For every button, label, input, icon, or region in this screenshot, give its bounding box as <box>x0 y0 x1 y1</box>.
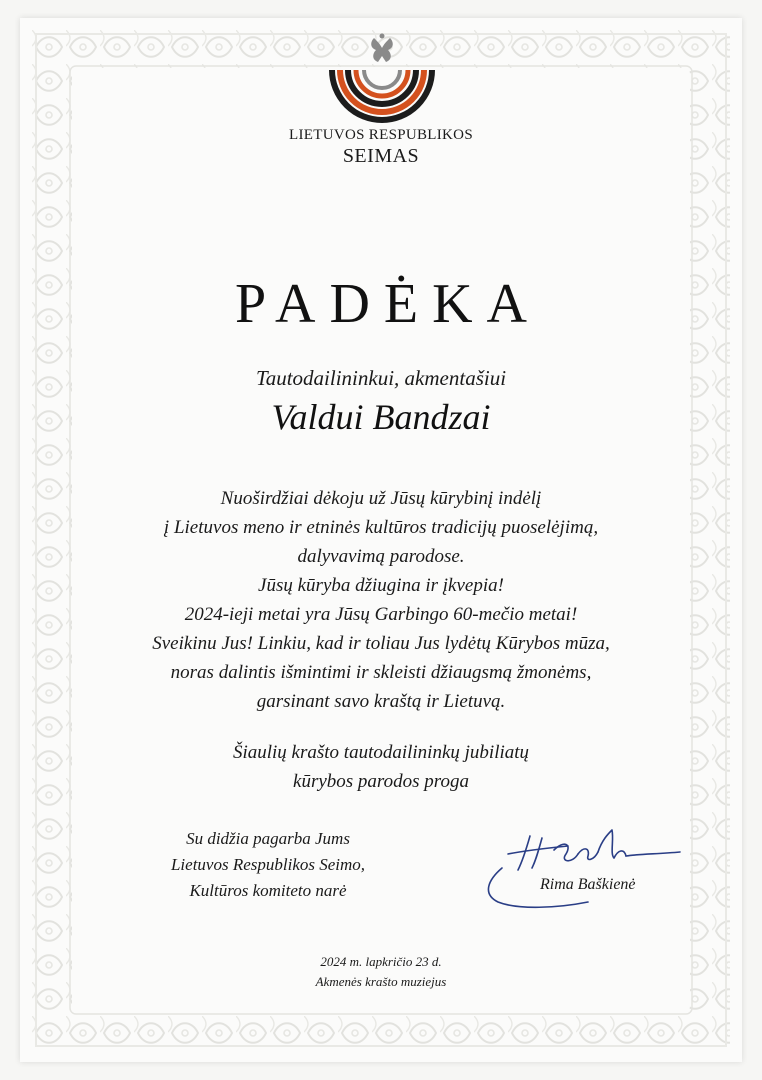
document-title: PADĖKA <box>235 273 541 335</box>
body-line: garsinant savo kraštą ir Lietuvą. <box>256 691 506 712</box>
body-text <box>80 484 682 716</box>
signer-name: Rima Baškienė <box>540 876 636 893</box>
date-place-block <box>0 952 762 992</box>
document-date: 2024 m. lapkričio 23 d. <box>320 954 442 969</box>
occasion-line: Šiaulių krašto tautodailininkų jubiliatų <box>232 742 530 763</box>
occasion-line: kūrybos parodos proga <box>293 771 469 792</box>
body-line: į Lietuvos meno ir etninės kultūros tradicijų puoselėjimą, <box>163 517 599 538</box>
org-name-line2: SEIMAS <box>342 145 420 167</box>
signer-line: Lietuvos Respublikos Seimo, <box>170 855 366 874</box>
org-name-line1: LIETUVOS RESPUBLIKOS <box>289 127 473 143</box>
body-line: Nuoširdžiai dėkoju už Jūsų kūrybinį indėlį <box>220 488 542 509</box>
document-place: Akmenės krašto muziejus <box>315 974 447 989</box>
signer-title-block <box>138 826 398 904</box>
body-line: 2024-ieji metai yra Jūsų Garbingo 60-mečio metai! <box>184 604 578 625</box>
body-line: dalyvavimą parodose. <box>297 546 465 567</box>
signer-line: Kultūros komiteto narė <box>189 881 347 900</box>
body-line: Sveikinu Jus! Linkiu, kad ir toliau Jus lydėtų Kūrybos mūza, <box>152 633 610 654</box>
body-line: Jūsų kūryba džiugina ir įkvepia! <box>258 575 504 596</box>
handwritten-signature <box>468 810 688 920</box>
recipient-role: Tautodailininkui, akmentašiui <box>255 366 507 390</box>
signer-line: Su didžia pagarba Jums <box>186 829 350 848</box>
body-line: noras dalintis išmintimi ir skleisti džiaugsmą žmonėms, <box>170 662 592 683</box>
occasion-text <box>80 738 682 796</box>
seimas-emblem-icon <box>326 32 438 124</box>
recipient-name: Valdui Bandzai <box>271 397 491 437</box>
